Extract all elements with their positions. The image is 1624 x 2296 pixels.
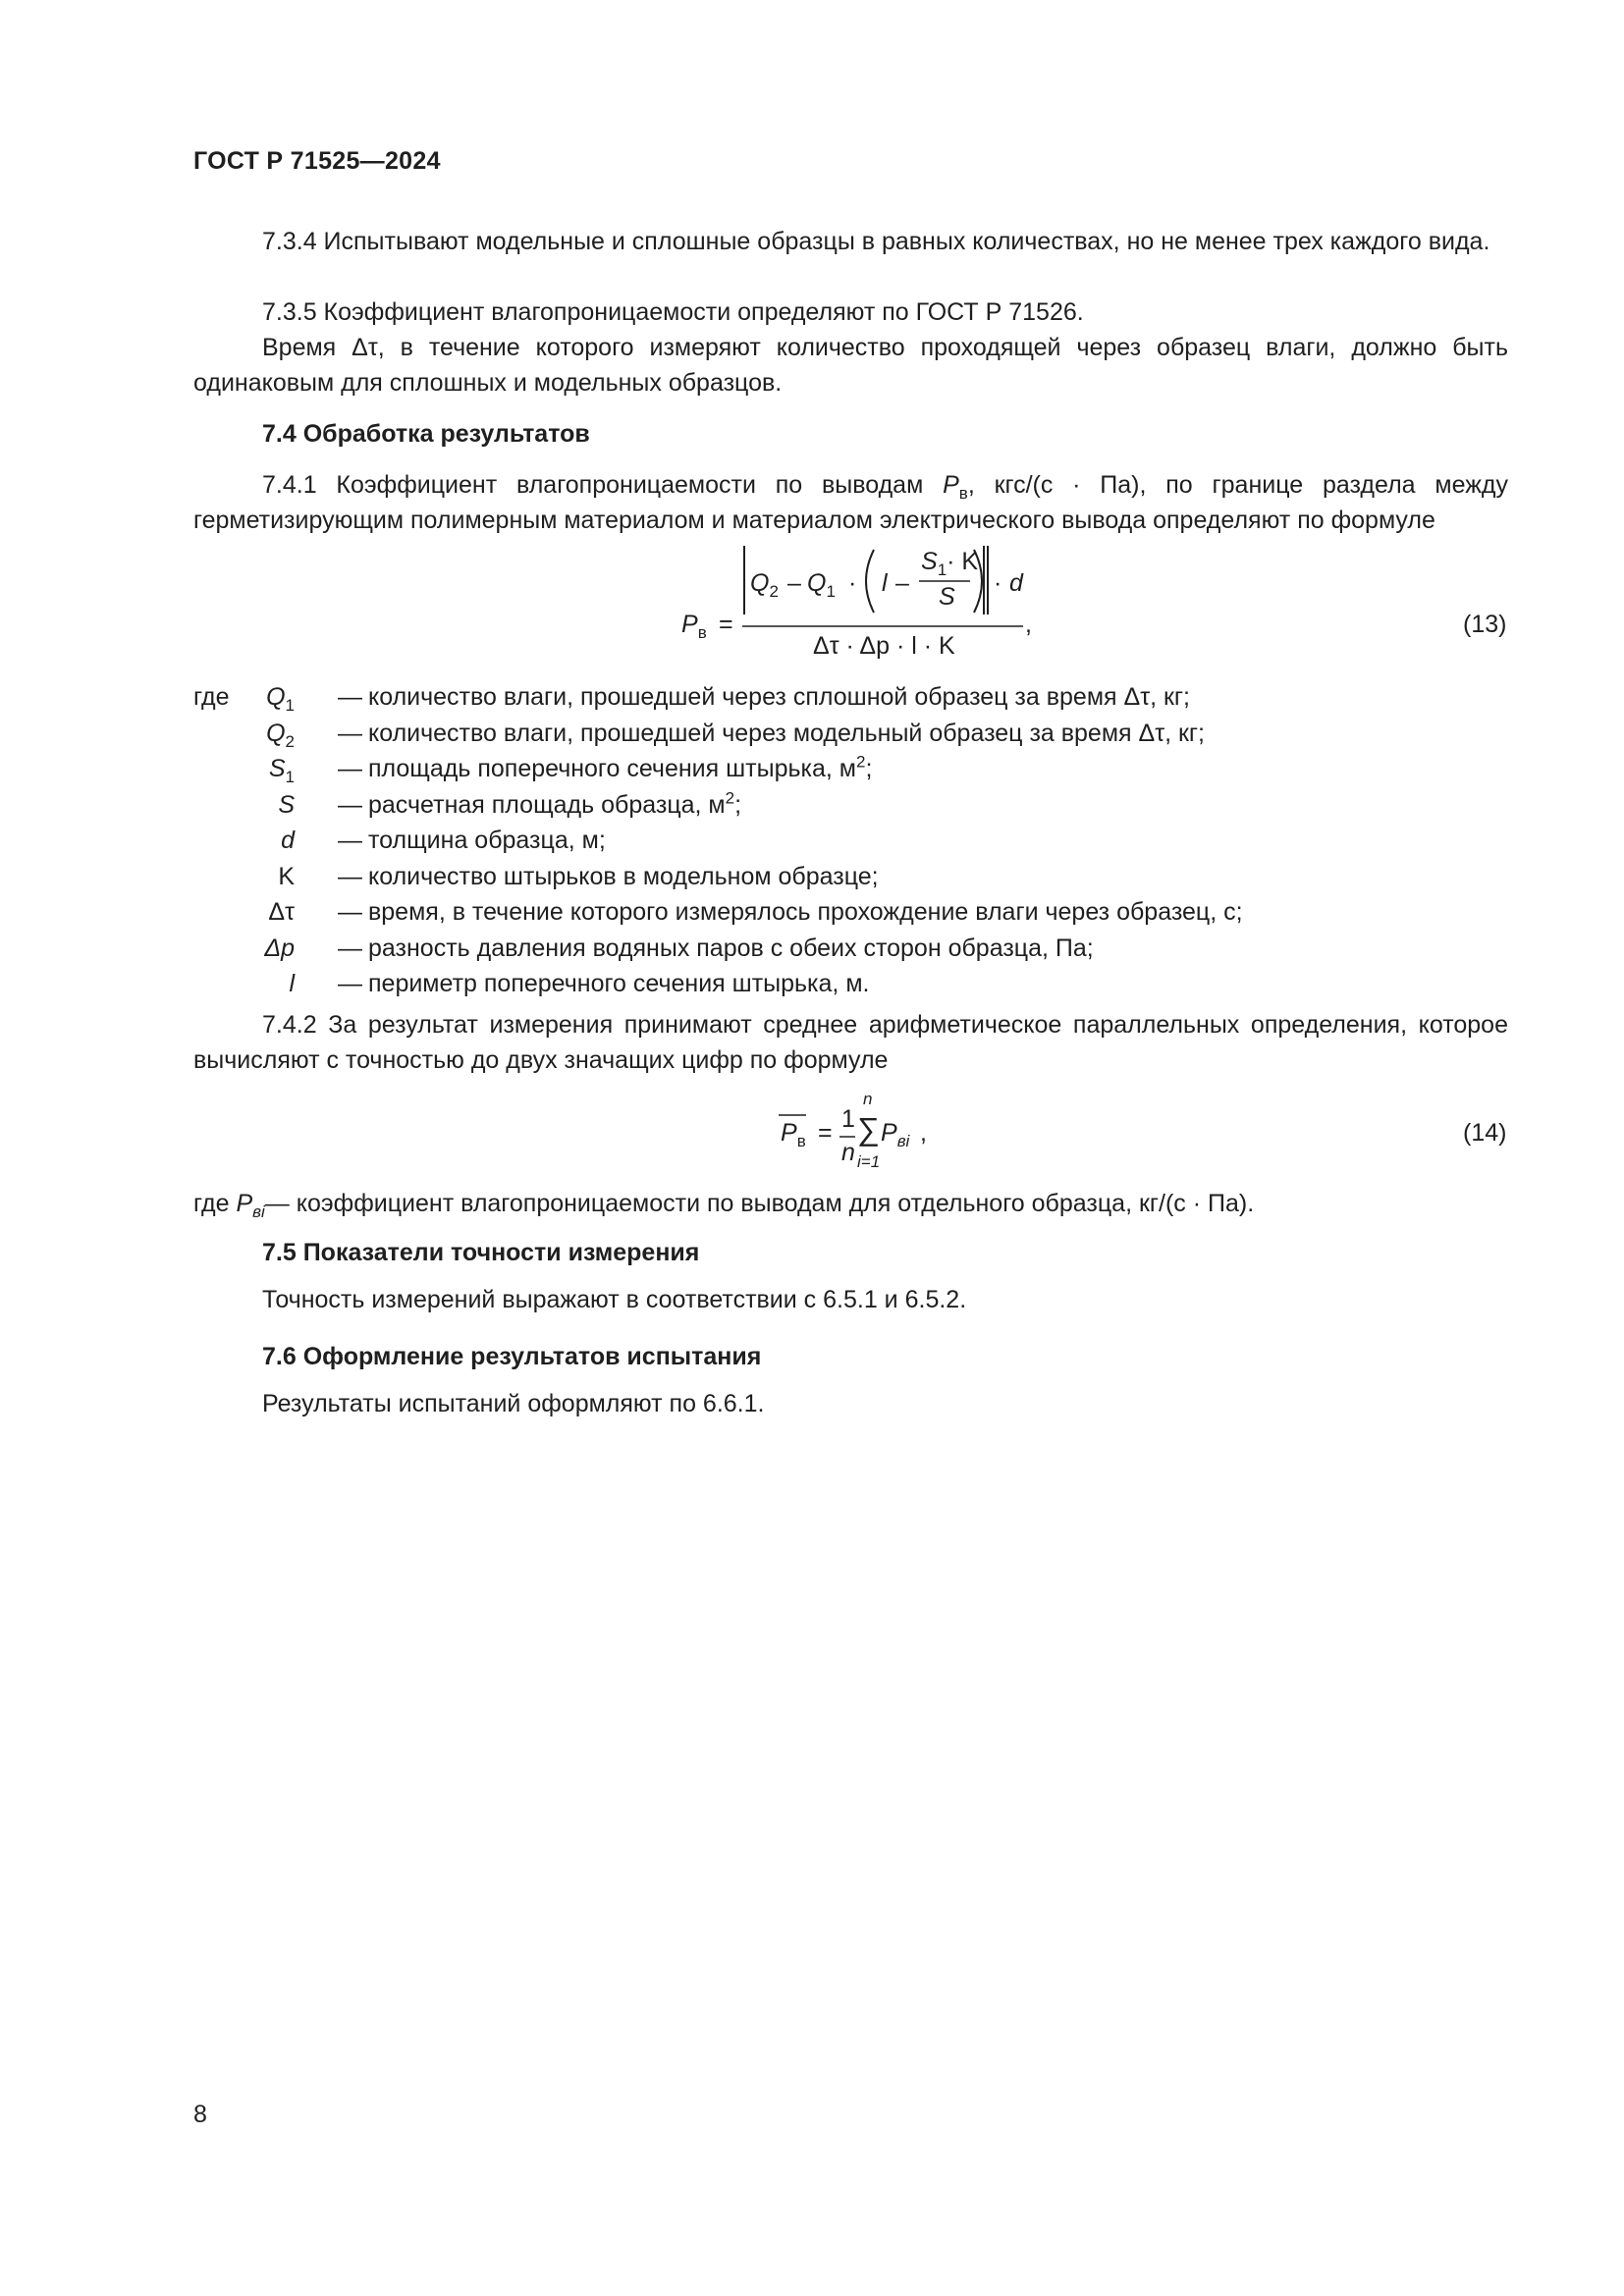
legend-description: — толщина образца, м; [338,827,606,854]
legend-symbol: Δτ [268,898,295,926]
heading-7-5: 7.5 Показатели точности измерения [262,1239,700,1266]
legend-description: — количество влаги, прошедшей через сплошной образец за время Δτ, кг; [338,683,1190,711]
paragraph-7-5: Точность измерений выражают в соответствии с 6.5.1 и 6.5.2. [262,1286,967,1313]
page-number: 8 [193,2101,207,2128]
heading-7-4: 7.4 Обработка результатов [262,420,590,448]
formula-13-number: (13) [1463,611,1507,638]
legend-description: — количество штырьков в модельном образце; [338,862,879,890]
legend-where: где [193,683,230,711]
legend-symbol: $S_1$ [268,755,295,786]
paragraph-7-3-5: 7.3.5 Коэффициент влагопроницаемости определяют по ГОСТ Р 71526. [262,298,1084,326]
legend-description: — площадь поперечного сечения штырька, $м^2$; [338,752,873,782]
paragraph-7-6: Результаты испытаний оформляют по 6.6.1. [262,1390,765,1417]
legend-description: — количество влаги, прошедшей через модельный образец за время Δτ, кг; [338,719,1205,747]
paragraph-7-4-1: 7.4.1 Коэффициент влагопроницаемости по выводам $P_в$, кгс/(с · Па), по границе раздела между герметизирующим полимерным материалом и материалом электрического вывода определяют по формуле [193,471,1508,534]
legend-symbol: Δp [264,934,295,962]
legend-14: где $P_{вi}—$ коэффициент влагопроницаемости по выводам для отдельного образца, кг/(с · Па). [193,1190,1255,1221]
document-header: ГОСТ Р 71525—2024 [193,147,441,175]
paragraph-time: Время Δτ, в течение которого измеряют количество проходящей через образец влаги, должно быть одинаковым для сплошных и модельных образцов. [193,334,1508,397]
formula-13-graphics [668,538,1159,685]
legend-symbol: l [289,970,295,997]
formula-14: $P_в$ = 1 n ∑ n i=1 $P_{вi}$ , [771,1090,967,1188]
legend-description: — время, в течение которого измерялось прохождение влаги через образец, с; [338,898,1243,926]
heading-7-6: 7.6 Оформление результатов испытания [262,1343,762,1370]
legend-symbol: d [281,827,295,854]
legend-symbol: K [278,862,295,890]
legend-description: — расчетная площадь образца, $м^2$; [338,788,742,819]
legend-symbol: $Q_2$ [266,719,295,751]
legend-description: — периметр поперечного сечения штырька, м. [338,970,870,997]
formula-13: $P_в$ = $Q_2$ – $Q_1$ · l – $S_1\cdot K$ S · d Δτ · Δp · l · K , [668,538,1159,685]
paragraph-7-4-2: 7.4.2 За результат измерения принимают среднее арифметическое параллельных определения, которое вычисляют с точностью до двух значащих цифр по формуле [193,1011,1508,1074]
legend-symbol: S [278,790,295,819]
legend-symbol: $Q_1$ [266,683,295,715]
paragraph-7-3-4: 7.3.4 Испытывают модельные и сплошные образцы в равных количествах, но не менее трех каждого вида. [262,228,1490,255]
legend-description: — разность давления водяных паров с обеих сторон образца, Па; [338,934,1094,962]
formula-14-number: (14) [1463,1119,1507,1147]
